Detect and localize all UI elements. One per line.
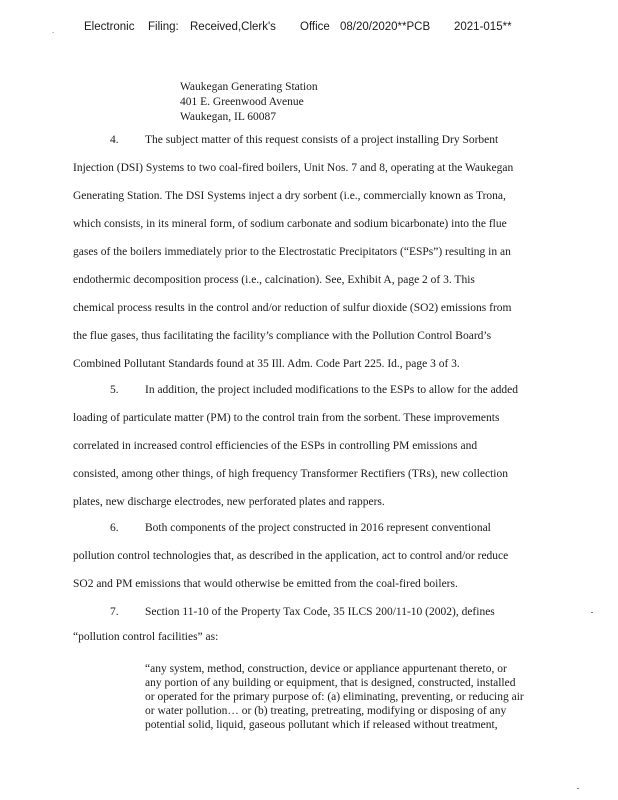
paragraph-line: Both components of the project constructed in 2016 represent conventional (145, 522, 491, 534)
paragraph-line: pollution control technologies that, as described in the application, act to control and/or reduce (73, 550, 509, 562)
paragraph-number: 4. (110, 134, 119, 146)
stamp-date: 08/20/2020**PCB (340, 21, 431, 33)
paragraph-line: Injection (DSI) Systems to two coal-fired boilers, Unit Nos. 7 and 8, operating at the Waukegan (73, 162, 514, 174)
address-line: Waukegan, IL 60087 (180, 111, 277, 123)
paragraph-line: correlated in increased control efficiencies of the ESPs in controlling PM emissions and (73, 440, 478, 452)
stamp-electronic: Electronic (84, 21, 135, 33)
quote-line: or operated for the primary purpose of: (a) eliminating, preventing, or reducing air (145, 691, 524, 703)
address-line: Waukegan Generating Station (180, 81, 318, 93)
paragraph-line: In addition, the project included modifications to the ESPs to allow for the added (145, 384, 519, 396)
paragraph-line: SO2 and PM emissions that would otherwise be emitted from the coal-fired boilers. (73, 578, 458, 590)
paragraph-line: gases of the boilers immediately prior to the Electrostatic Precipitators (“ESPs”) resulting in an (73, 246, 511, 258)
block-quote (145, 662, 555, 732)
paragraph-line: consisted, among other things, of high frequency Transformer Rectifiers (TRs), new collection (73, 468, 508, 480)
paragraph-line: plates, new discharge electrodes, new perforated plates and rappers. (73, 496, 385, 508)
paragraph-line: the flue gases, thus facilitating the facility’s compliance with the Pollution Control Board’s (73, 330, 492, 342)
quote-line: any portion of any building or equipment, that is designed, constructed, installed (145, 677, 516, 689)
stamp-received: Received,Clerk's (190, 21, 276, 33)
stamp-filing: Filing: (148, 21, 179, 33)
quote-line: “any system, method, construction, device or appliance appurtenant thereto, or (145, 663, 507, 675)
address-block (180, 80, 318, 125)
paragraph-line: Section 11-10 of the Property Tax Code, 35 ILCS 200/11-10 (2002), defines (145, 606, 495, 618)
stamp-docket: 2021-015** (454, 21, 512, 33)
stamp-office: Office (300, 21, 330, 33)
address-line: 401 E. Greenwood Avenue (180, 96, 304, 108)
quote-line: or water pollution… or (b) treating, pretreating, modifying or disposing of any (145, 705, 507, 717)
paragraph-line: which consists, in its mineral form, of sodium carbonate and sodium bicarbonate) into the flue (73, 218, 507, 230)
paragraph-line: chemical process results in the control and/or reduction of sulfur dioxide (SO2) emissions from (73, 302, 512, 314)
paragraph-line: Generating Station. The DSI Systems inject a dry sorbent (i.e., commercially known as Trona, (73, 190, 506, 202)
paragraph-number: 6. (110, 522, 119, 534)
paragraph-number: 7. (110, 606, 119, 618)
paragraph-number: 5. (110, 384, 119, 396)
scan-speck (591, 612, 593, 613)
paragraph-line: Combined Pollutant Standards found at 35 Ill. Adm. Code Part 225. Id., page 3 of 3. (73, 358, 460, 370)
stamp-dot: . (52, 26, 55, 35)
paragraph-line: endothermic decomposition process (i.e., calcination). See, Exhibit A, page 2 of 3. This (73, 274, 475, 286)
quote-line: potential solid, liquid, gaseous pollutant which if released without treatment, (145, 719, 498, 731)
paragraph-line: The subject matter of this request consists of a project installing Dry Sorbent (145, 134, 499, 146)
paragraph-line: “pollution control facilities” as: (73, 631, 219, 643)
scan-speck (577, 788, 579, 789)
paragraph-line: loading of particulate matter (PM) to the control train from the sorbent. These improvements (73, 412, 500, 424)
